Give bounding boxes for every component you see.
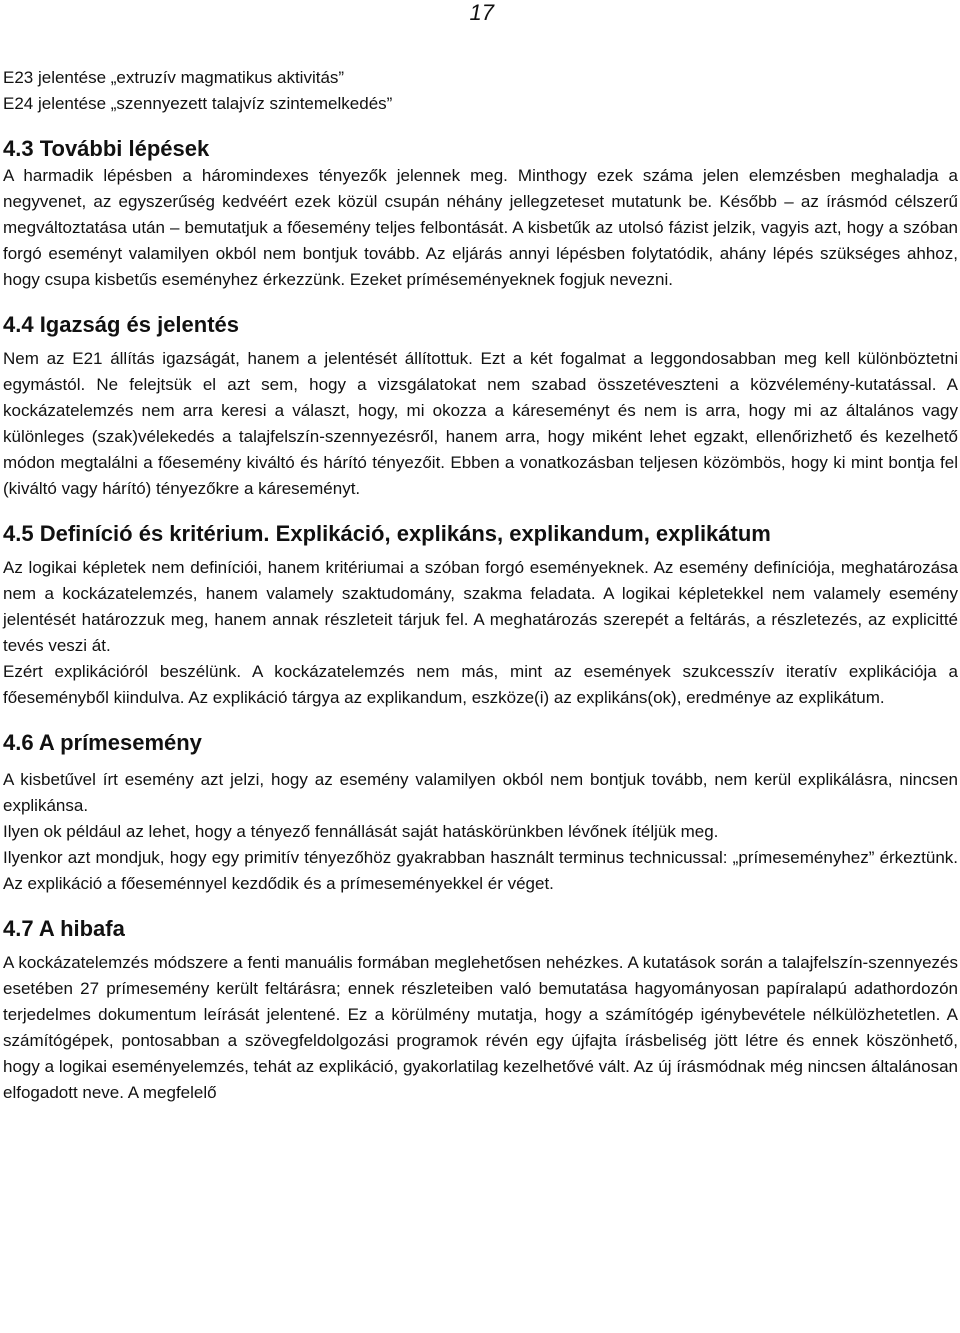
section-heading: 4.4 Igazság és jelentés [3,312,240,337]
section-paragraph: A harmadik lépésben a háromindexes tényezők jelennek meg. Minthogy ezek száma jelen elemzésben meghaladja a negyvenet, az egyszerűség kedvéért ezek közül csupán néhány jellegzeteset mutatunk be. Később – az írásmód célszerű megváltoztatása után – bemutatjuk a főesemény teljes felbontását. A kisbetűk az utolsó fázist jelzik, vagyis azt, hogy a szóban forgó eseményt valamilyen okból nem bontjuk tovább. Az eljárás annyi lépésben folytatódik, ahány lépés szükséges ahhoz, hogy csupa kisbetűs eseményhez érkezzünk. Ezeket príméseményeknek fogjuk nevezni. [3,166,958,289]
section-heading: 4.5 Definíció és kritérium. Explikáció, explikáns, explikandum, explikátum [3,521,771,546]
section-paragraph: Ezért explikációról beszélünk. A kockázatelemzés nem más, mint az események szukcesszív iteratív explikációja a főeseményből kiindulva. Az explikáció tárgya az explikandum, eszköze(i) az explikáns(ok), eredménye az explikátum. [3,662,958,707]
section-paragraph: A kockázatelemzés módszere a fenti manuális formában meglehetősen nehézkes. A kutatások során a talajfelszín-szennyezés esetében 27 prímesemény került feltárásra; ennek részleteiben való bemutatása hagyományosan papíralapú adathordozón terjedelmes dokumentum leírását jelentené. Ez a körülmény mutatja, hogy a számítógép igénybevétele nélkülözhetetlen. A számítógépek, pontosabban a szövegfeldolgozási programok révén egy újfajta írásbeliség jött létre és ennek köszönhető, hogy a logikai eseményelemzés, tehát az explikáció, gyakorlatilag kezelhetővé vált. Az új írásmódnak még nincsen általánosan elfogadott neve. A megfelelő [3,953,958,1102]
section-paragraph: Az logikai képletek nem definíciói, hanem kritériumai a szóban forgó eseményeknek. Az esemény definíciója, meghatározása nem a kockázatelemzés, hanem valamely szaktudomány, szakma feladata. A logikai képletekkel nem valamely esemény jelentését határozzuk meg, hanem annak részleteit tárjuk fel. A meghatározás szerepét a feltárás, a részletezés, az explicitté tevés veszi át. [3,558,958,655]
section-paragraph: Nem az E21 állítás igazságát, hanem a jelentését állítottuk. Ezt a két fogalmat a leggondosabban meg kell különböztetni egymástól. Ne felejtsük el azt sem, hogy a vizsgálatokat nem szabad összetéveszteni a közvélemény-kutatással. A kockázatelemzés nem arra keresi a választ, hogy, mi okozza a káreseményt és nem is arra, hogy mi az általános vagy különleges (szak)vélekedés a talajfelszín-szennyezésről, hanem arra, hogy miként lehet egzakt, ellenőrizhető és kezelhető módon megtalálni a főesemény kiváltó és hárító tényezőit. Ebben a vonatkozásban teljesen közömbös, hogy ki mint bontja fel (kiváltó vagy hárító) tényezőkre a káreseményt. [3,349,958,498]
section-heading: 4.3 További lépések [3,136,210,161]
document-body [3,65,958,1106]
section-paragraph: Ilyen ok például az lehet, hogy a tényező fennállását saját hatáskörünkben lévőnek ítéljük meg. [3,822,719,841]
section-4-6 [3,729,958,897]
intro-line-e23: E23 jelentése „extruzív magmatikus aktivitás” [3,68,345,87]
section-4-4 [3,311,958,502]
page-number: 17 [469,0,494,25]
section-heading: 4.6 A prímesemény [3,730,202,755]
section-paragraph: Ilyenkor azt mondjuk, hogy egy primitív tényezőhöz gyakrabban használt terminus technicussal: „prímeseményhez” érkeztünk. Az explikáció a főeseménnyel kezdődik és a prímeseményekkel ér véget. [3,848,958,893]
section-paragraph: A kisbetűvel írt esemény azt jelzi, hogy az esemény valamilyen okból nem bontjuk tovább, nem kerül explikálásra, nincsen explikánsa. [3,770,958,815]
section-4-3 [3,135,958,293]
section-4-5 [3,520,958,711]
intro-line-e24: E24 jelentése „szennyezett talajvíz szintemelkedés” [3,94,393,113]
section-heading: 4.7 A hibafa [3,916,125,941]
section-4-7 [3,915,958,1106]
